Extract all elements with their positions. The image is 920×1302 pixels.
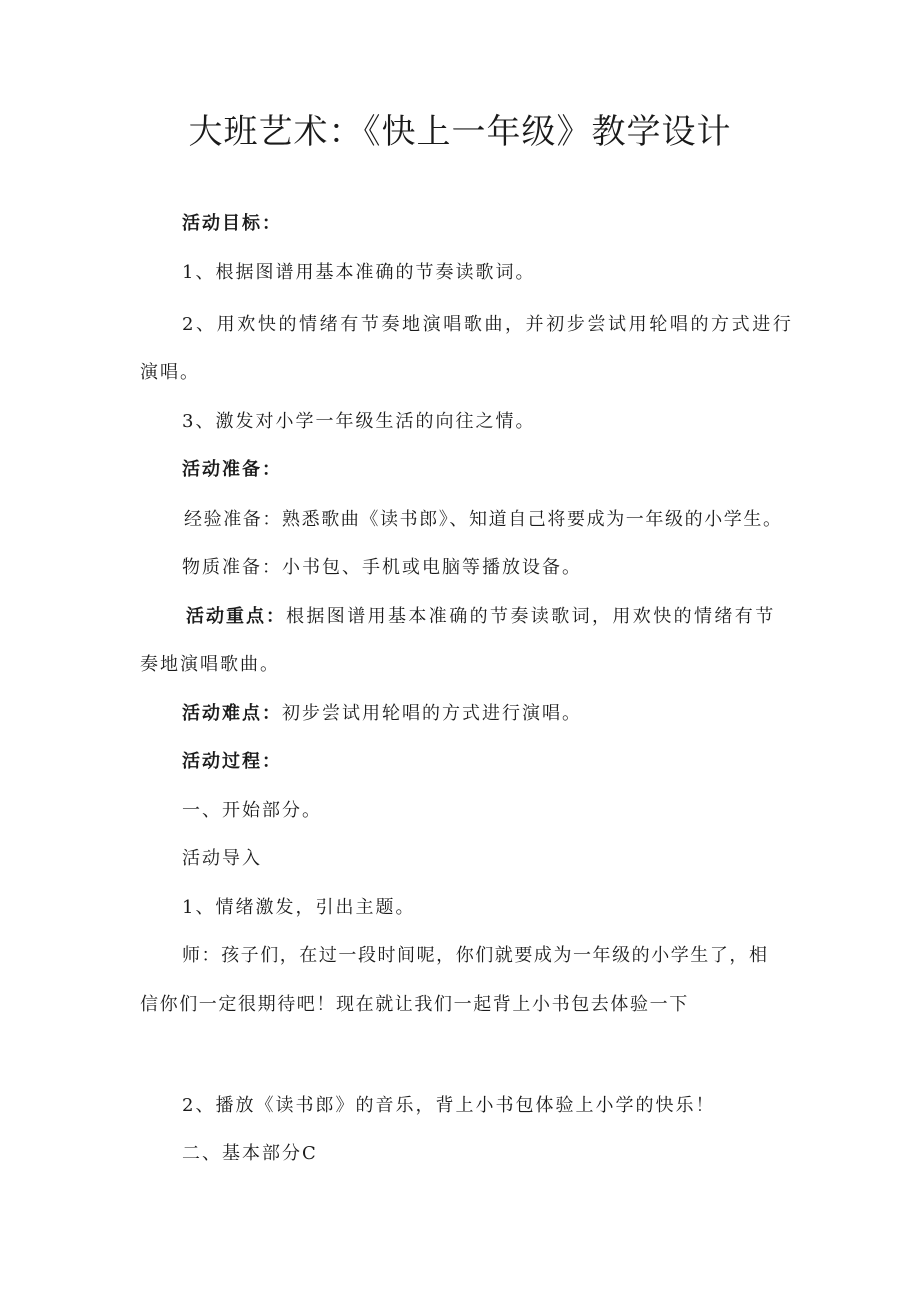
goal-item-2-line-2: 演唱。 xyxy=(140,362,200,383)
process-part-1: 一、开始部分。 xyxy=(182,800,322,821)
goal-item-1: 1、根据图谱用基本准确的节奏读歌词。 xyxy=(182,262,536,283)
goals-heading: 活动目标： xyxy=(182,213,282,234)
goal-item-2-line-1: 2、用欢快的情绪有节奏地演唱歌曲，并初步尝试用轮唱的方式进行 xyxy=(182,314,794,335)
process-heading: 活动过程： xyxy=(182,751,282,772)
teacher-line-2: 信你们一定很期待吧！现在就让我们一起背上小书包去体验一下 xyxy=(140,994,689,1015)
material-preparation: 物质准备：小书包、手机或电脑等播放设备。 xyxy=(182,557,582,578)
preparation-heading: 活动准备： xyxy=(182,459,282,480)
difficulty-label: 活动难点： xyxy=(182,703,282,724)
process-step-1: 1、情绪激发，引出主题。 xyxy=(182,897,416,918)
key-point-line-2: 奏地演唱歌曲。 xyxy=(140,654,280,675)
key-point-label: 活动重点： xyxy=(186,606,286,627)
goal-item-3: 3、激发对小学一年级生活的向往之情。 xyxy=(182,411,536,432)
process-part-2: 二、基本部分C xyxy=(182,1143,318,1164)
process-step-2: 2、播放《读书郎》的音乐，背上小书包体验上小学的快乐！ xyxy=(182,1095,716,1116)
experience-preparation: 经验准备：熟悉歌曲《读书郎》、知道自己将要成为一年级的小学生。 xyxy=(184,509,783,530)
key-point-text-1: 根据图谱用基本准确的节奏读歌词，用欢快的情绪有节 xyxy=(286,606,776,627)
difficulty-line xyxy=(182,701,582,727)
key-point-line-1 xyxy=(186,604,776,630)
document-title: 大班艺术：《快上一年级》教学设计 xyxy=(188,112,732,152)
teacher-line-1: 师：孩子们，在过一段时间呢，你们就要成为一年级的小学生了，相 xyxy=(182,945,769,966)
difficulty-text: 初步尝试用轮唱的方式进行演唱。 xyxy=(282,703,582,724)
process-intro: 活动导入 xyxy=(182,848,262,869)
